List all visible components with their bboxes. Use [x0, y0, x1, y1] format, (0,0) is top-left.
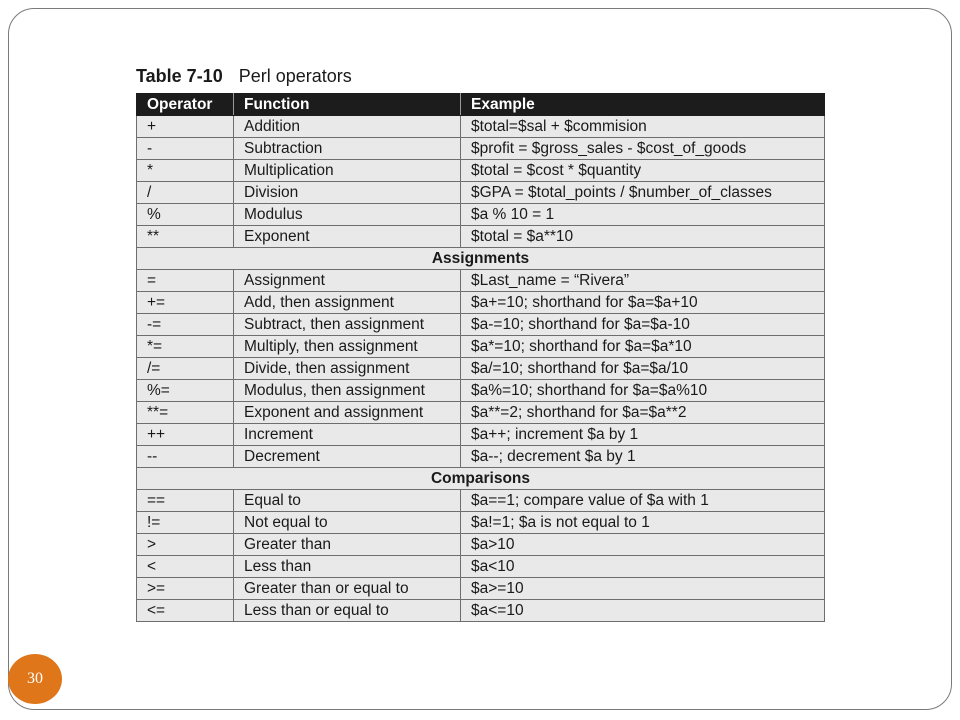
operator-cell: <= — [137, 600, 234, 622]
table-row — [137, 204, 825, 226]
table-row — [137, 358, 825, 380]
operator-cell: -= — [137, 314, 234, 336]
example-cell: $Last_name = “Rivera” — [461, 270, 825, 292]
operator-cell: < — [137, 556, 234, 578]
table-row — [137, 336, 825, 358]
operator-cell: == — [137, 490, 234, 512]
function-cell: Subtract, then assignment — [234, 314, 461, 336]
operator-cell: -- — [137, 446, 234, 468]
table-row — [137, 490, 825, 512]
function-cell: Subtraction — [234, 138, 461, 160]
table-row — [137, 182, 825, 204]
table-body — [137, 116, 825, 622]
table-row — [137, 292, 825, 314]
operator-cell: >= — [137, 578, 234, 600]
operator-cell: /= — [137, 358, 234, 380]
example-cell: $a+=10; shorthand for $a=$a+10 — [461, 292, 825, 314]
header-operator: Operator — [137, 94, 234, 116]
example-cell: $a*=10; shorthand for $a=$a*10 — [461, 336, 825, 358]
table-row — [137, 138, 825, 160]
section-heading: Comparisons — [137, 468, 825, 490]
example-cell: $a>=10 — [461, 578, 825, 600]
operator-cell: %= — [137, 380, 234, 402]
operator-cell: *= — [137, 336, 234, 358]
function-cell: Exponent — [234, 226, 461, 248]
header-example: Example — [461, 94, 825, 116]
example-cell: $a--; decrement $a by 1 — [461, 446, 825, 468]
table-row — [137, 402, 825, 424]
operator-cell: % — [137, 204, 234, 226]
example-cell: $a%=10; shorthand for $a=$a%10 — [461, 380, 825, 402]
operator-cell: * — [137, 160, 234, 182]
operator-cell: > — [137, 534, 234, 556]
function-cell: Modulus — [234, 204, 461, 226]
example-cell: $a<=10 — [461, 600, 825, 622]
function-cell: Divide, then assignment — [234, 358, 461, 380]
table-row — [137, 534, 825, 556]
example-cell: $a!=1; $a is not equal to 1 — [461, 512, 825, 534]
example-cell: $GPA = $total_points / $number_of_classes — [461, 182, 825, 204]
function-cell: Multiply, then assignment — [234, 336, 461, 358]
table-row — [137, 116, 825, 138]
table-caption — [136, 66, 352, 87]
table-row — [137, 512, 825, 534]
function-cell: Modulus, then assignment — [234, 380, 461, 402]
example-cell: $a==1; compare value of $a with 1 — [461, 490, 825, 512]
operator-cell: = — [137, 270, 234, 292]
table-row — [137, 226, 825, 248]
function-cell: Division — [234, 182, 461, 204]
table-row — [137, 314, 825, 336]
table-row — [137, 424, 825, 446]
table-row — [137, 578, 825, 600]
function-cell: Multiplication — [234, 160, 461, 182]
example-cell: $a/=10; shorthand for $a=$a/10 — [461, 358, 825, 380]
example-cell: $total=$sal + $commision — [461, 116, 825, 138]
function-cell: Increment — [234, 424, 461, 446]
operator-cell: ** — [137, 226, 234, 248]
perl-operators-table — [136, 93, 825, 622]
example-cell: $a++; increment $a by 1 — [461, 424, 825, 446]
example-cell: $a>10 — [461, 534, 825, 556]
function-cell: Decrement — [234, 446, 461, 468]
function-cell: Equal to — [234, 490, 461, 512]
function-cell: Addition — [234, 116, 461, 138]
table-caption-label: Table 7-10 — [136, 66, 223, 86]
table-header-row — [137, 94, 825, 116]
operator-cell: != — [137, 512, 234, 534]
table-row — [137, 446, 825, 468]
function-cell: Exponent and assignment — [234, 402, 461, 424]
example-cell: $a-=10; shorthand for $a=$a-10 — [461, 314, 825, 336]
operator-cell: - — [137, 138, 234, 160]
operator-cell: += — [137, 292, 234, 314]
example-cell: $a**=2; shorthand for $a=$a**2 — [461, 402, 825, 424]
example-cell: $a<10 — [461, 556, 825, 578]
function-cell: Less than — [234, 556, 461, 578]
function-cell: Not equal to — [234, 512, 461, 534]
section-row — [137, 248, 825, 270]
table-row — [137, 270, 825, 292]
table-row — [137, 160, 825, 182]
header-function: Function — [234, 94, 461, 116]
section-row — [137, 468, 825, 490]
operator-cell: + — [137, 116, 234, 138]
table-row — [137, 556, 825, 578]
slide-number-badge: 30 — [8, 654, 62, 704]
operator-cell: ++ — [137, 424, 234, 446]
example-cell: $total = $a**10 — [461, 226, 825, 248]
example-cell: $a % 10 = 1 — [461, 204, 825, 226]
example-cell: $profit = $gross_sales - $cost_of_goods — [461, 138, 825, 160]
function-cell: Assignment — [234, 270, 461, 292]
operator-cell: **= — [137, 402, 234, 424]
table-caption-title: Perl operators — [238, 66, 352, 86]
function-cell: Less than or equal to — [234, 600, 461, 622]
section-heading: Assignments — [137, 248, 825, 270]
function-cell: Greater than — [234, 534, 461, 556]
function-cell: Greater than or equal to — [234, 578, 461, 600]
operator-cell: / — [137, 182, 234, 204]
function-cell: Add, then assignment — [234, 292, 461, 314]
table-row — [137, 380, 825, 402]
example-cell: $total = $cost * $quantity — [461, 160, 825, 182]
table-row — [137, 600, 825, 622]
